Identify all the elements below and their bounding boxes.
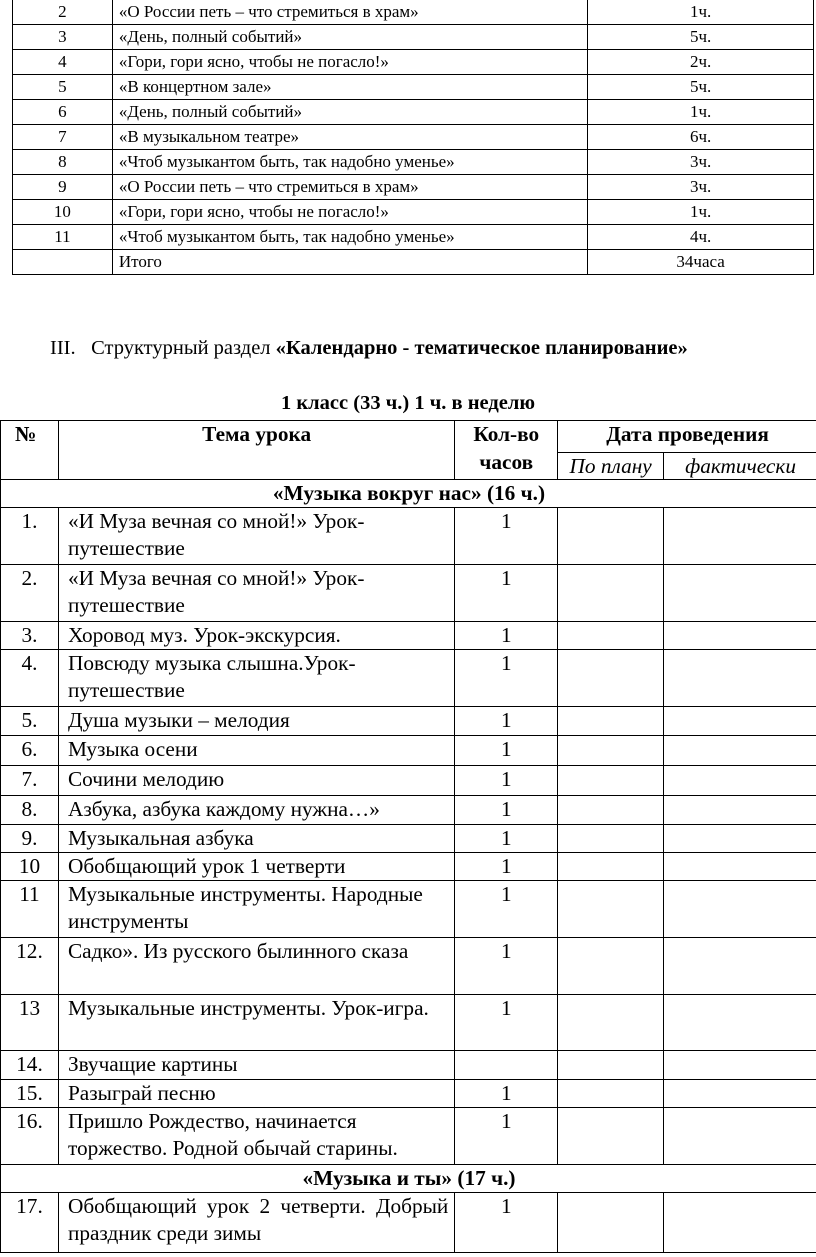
lesson-date-planned <box>558 1108 664 1165</box>
lesson-hours: 1 <box>455 565 558 622</box>
lesson-date-actual <box>664 622 816 650</box>
lesson-row <box>1 796 816 825</box>
lesson-row <box>1 853 816 881</box>
lesson-date-actual <box>664 995 816 1051</box>
lesson-topic: Сочини мелодию <box>58 766 454 796</box>
lesson-hours <box>455 1051 558 1080</box>
lesson-row <box>1 736 816 766</box>
lesson-date-planned <box>558 796 664 825</box>
lesson-date-planned <box>558 736 664 766</box>
lesson-date-planned <box>558 938 664 995</box>
summary-row <box>13 225 814 250</box>
lesson-hours: 1 <box>455 853 558 881</box>
lesson-row <box>1 995 816 1051</box>
summary-row <box>13 125 814 150</box>
lesson-date-planned <box>558 853 664 881</box>
header-hours-line2: часов <box>479 450 534 474</box>
lesson-number: 15. <box>1 1080 59 1108</box>
lesson-hours: 1 <box>455 622 558 650</box>
lesson-row <box>1 707 816 736</box>
lesson-row <box>1 508 816 565</box>
summary-row <box>13 100 814 125</box>
summary-num: 7 <box>13 125 113 150</box>
section-row <box>1 1165 816 1193</box>
lesson-topic: Душа музыки – мелодия <box>58 707 454 736</box>
lesson-hours: 1 <box>455 1080 558 1108</box>
lesson-date-planned <box>558 508 664 565</box>
lesson-hours: 1 <box>455 1193 558 1253</box>
summary-name: «В музыкальном театре» <box>112 125 587 150</box>
lesson-date-actual <box>664 825 816 853</box>
lesson-number: 5. <box>1 707 59 736</box>
summary-hours: 2ч. <box>588 50 814 75</box>
lesson-number: 1. <box>1 508 59 565</box>
lesson-row <box>1 650 816 707</box>
summary-name: «Чтоб музыкантом быть, так надобно уменье» <box>112 150 587 175</box>
lesson-topic: Музыкальная азбука <box>58 825 454 853</box>
lesson-row <box>1 1080 816 1108</box>
lesson-row <box>1 565 816 622</box>
lesson-number: 3. <box>1 622 59 650</box>
section-subtitle: 1 класс (33 ч.) 1 ч. в неделю <box>280 392 535 414</box>
summary-num: 10 <box>13 200 113 225</box>
header-topic: Тема урока <box>58 421 454 480</box>
summary-name: «Гори, гори ясно, чтобы не погасло!» <box>112 200 587 225</box>
summary-hours: 4ч. <box>588 225 814 250</box>
lesson-topic: Хоровод муз. Урок-экскурсия. <box>58 622 454 650</box>
summary-row <box>13 75 814 100</box>
summary-row <box>13 25 814 50</box>
lesson-date-actual <box>664 565 816 622</box>
lesson-topic: Музыка осени <box>58 736 454 766</box>
lesson-number: 10 <box>1 853 59 881</box>
summary-num: 4 <box>13 50 113 75</box>
lesson-number: 7. <box>1 766 59 796</box>
summary-hours: 1ч. <box>588 0 814 25</box>
lesson-date-actual <box>664 1193 816 1253</box>
lesson-date-planned <box>558 707 664 736</box>
lesson-row <box>1 1108 816 1165</box>
lesson-date-actual <box>664 1108 816 1165</box>
summary-name: «Гори, гори ясно, чтобы не погасло!» <box>112 50 587 75</box>
section-heading <box>50 337 688 360</box>
lesson-number: 17. <box>1 1193 59 1253</box>
lesson-number: 16. <box>1 1108 59 1165</box>
lesson-number: 13 <box>1 995 59 1051</box>
lesson-topic: Звучащие картины <box>58 1051 454 1080</box>
lesson-date-planned <box>558 995 664 1051</box>
lesson-topic: Музыкальные инструменты. Народные инструменты <box>58 881 454 938</box>
lesson-date-planned <box>558 1051 664 1080</box>
lesson-number: 9. <box>1 825 59 853</box>
calendar-table <box>0 420 816 1253</box>
lesson-row <box>1 1051 816 1080</box>
lesson-date-actual <box>664 707 816 736</box>
summary-total-hours: 34часа <box>588 250 814 275</box>
header-actual: фактически <box>664 453 816 480</box>
lesson-topic: «И Муза вечная со мной!» Урок-путешествие <box>58 565 454 622</box>
summary-hours: 1ч. <box>588 100 814 125</box>
section-title-prefix: Структурный раздел <box>91 337 276 359</box>
summary-name: «Чтоб музыкантом быть, так надобно уменье» <box>112 225 587 250</box>
lesson-hours: 1 <box>455 881 558 938</box>
lesson-row <box>1 825 816 853</box>
section-row <box>1 480 816 508</box>
lesson-date-planned <box>558 622 664 650</box>
summary-row <box>13 175 814 200</box>
lesson-hours: 1 <box>455 736 558 766</box>
lesson-hours: 1 <box>455 1108 558 1165</box>
lesson-date-actual <box>664 796 816 825</box>
lesson-date-planned <box>558 766 664 796</box>
lesson-number: 4. <box>1 650 59 707</box>
lesson-number: 12. <box>1 938 59 995</box>
lesson-topic: «И Муза вечная со мной!» Урок-путешествие <box>58 508 454 565</box>
lesson-date-actual <box>664 736 816 766</box>
lesson-topic: Разыграй песню <box>58 1080 454 1108</box>
lesson-topic: Обобщающий урок 1 четверти <box>58 853 454 881</box>
lesson-date-actual <box>664 650 816 707</box>
lesson-date-actual <box>664 1080 816 1108</box>
section-title-music-around: «Музыка вокруг нас» (16 ч.) <box>1 480 816 508</box>
lesson-number: 6. <box>1 736 59 766</box>
lesson-number: 11 <box>1 881 59 938</box>
summary-num: 11 <box>13 225 113 250</box>
lesson-date-planned <box>558 825 664 853</box>
lesson-date-planned <box>558 650 664 707</box>
lesson-date-actual <box>664 508 816 565</box>
lesson-hours: 1 <box>455 508 558 565</box>
header-planned: По плану <box>558 453 664 480</box>
summary-total-label: Итого <box>112 250 587 275</box>
summary-hours: 6ч. <box>588 125 814 150</box>
summary-hours: 5ч. <box>588 75 814 100</box>
lesson-topic: Пришло Рождество, начинается торжество. Родной обычай старины. <box>58 1108 454 1165</box>
lesson-hours: 1 <box>455 995 558 1051</box>
lesson-topic: Музыкальные инструменты. Урок-игра. <box>58 995 454 1051</box>
summary-row <box>13 50 814 75</box>
lesson-hours: 1 <box>455 938 558 995</box>
lesson-date-actual <box>664 1051 816 1080</box>
summary-num: 8 <box>13 150 113 175</box>
summary-num: 6 <box>13 100 113 125</box>
summary-total-empty <box>13 250 113 275</box>
lesson-date-planned <box>558 1193 664 1253</box>
summary-num: 3 <box>13 25 113 50</box>
header-hours <box>455 421 558 480</box>
summary-total-row <box>13 250 814 275</box>
summary-num: 2 <box>13 0 113 25</box>
summary-name: «В концертном зале» <box>112 75 587 100</box>
lesson-topic: Обобщающий урок 2 четверти. Добрый праздник среди зимы <box>58 1193 454 1253</box>
lesson-topic: Азбука, азбука каждому нужна…» <box>58 796 454 825</box>
summary-name: «О России петь – что стремиться в храм» <box>112 0 587 25</box>
lesson-hours: 1 <box>455 707 558 736</box>
lesson-hours: 1 <box>455 766 558 796</box>
lesson-hours: 1 <box>455 650 558 707</box>
lesson-row <box>1 881 816 938</box>
summary-row <box>13 200 814 225</box>
lesson-row <box>1 622 816 650</box>
lesson-number: 2. <box>1 565 59 622</box>
summary-name: «О России петь – что стремиться в храм» <box>112 175 587 200</box>
lesson-date-planned <box>558 565 664 622</box>
summary-row <box>13 150 814 175</box>
summary-num: 9 <box>13 175 113 200</box>
lesson-row <box>1 1193 816 1253</box>
summary-hours: 3ч. <box>588 150 814 175</box>
lesson-topic: Садко». Из русского былинного сказа <box>58 938 454 995</box>
lesson-number: 8. <box>1 796 59 825</box>
lesson-number: 14. <box>1 1051 59 1080</box>
header-number: № <box>1 421 59 480</box>
lesson-date-planned <box>558 881 664 938</box>
summary-hours: 1ч. <box>588 200 814 225</box>
lesson-row <box>1 938 816 995</box>
section-title-music-and-you: «Музыка и ты» (17 ч.) <box>1 1165 816 1193</box>
section-number: III. <box>50 337 76 359</box>
summary-hours: 3ч. <box>588 175 814 200</box>
lesson-topic: Повсюду музыка слышна.Урок-путешествие <box>58 650 454 707</box>
lesson-date-actual <box>664 853 816 881</box>
header-hours-line1: Кол-во <box>473 422 540 446</box>
lesson-date-actual <box>664 938 816 995</box>
lesson-date-actual <box>664 881 816 938</box>
lesson-hours: 1 <box>455 796 558 825</box>
summary-name: «День, полный событий» <box>112 25 587 50</box>
summary-num: 5 <box>13 75 113 100</box>
header-date: Дата проведения <box>558 421 816 453</box>
summary-table <box>12 0 814 275</box>
section-title: «Календарно - тематическое планирование» <box>275 337 688 359</box>
summary-hours: 5ч. <box>588 25 814 50</box>
summary-row <box>13 0 814 25</box>
lesson-row <box>1 766 816 796</box>
lesson-date-actual <box>664 766 816 796</box>
lesson-date-planned <box>558 1080 664 1108</box>
summary-name: «День, полный событий» <box>112 100 587 125</box>
lesson-hours: 1 <box>455 825 558 853</box>
